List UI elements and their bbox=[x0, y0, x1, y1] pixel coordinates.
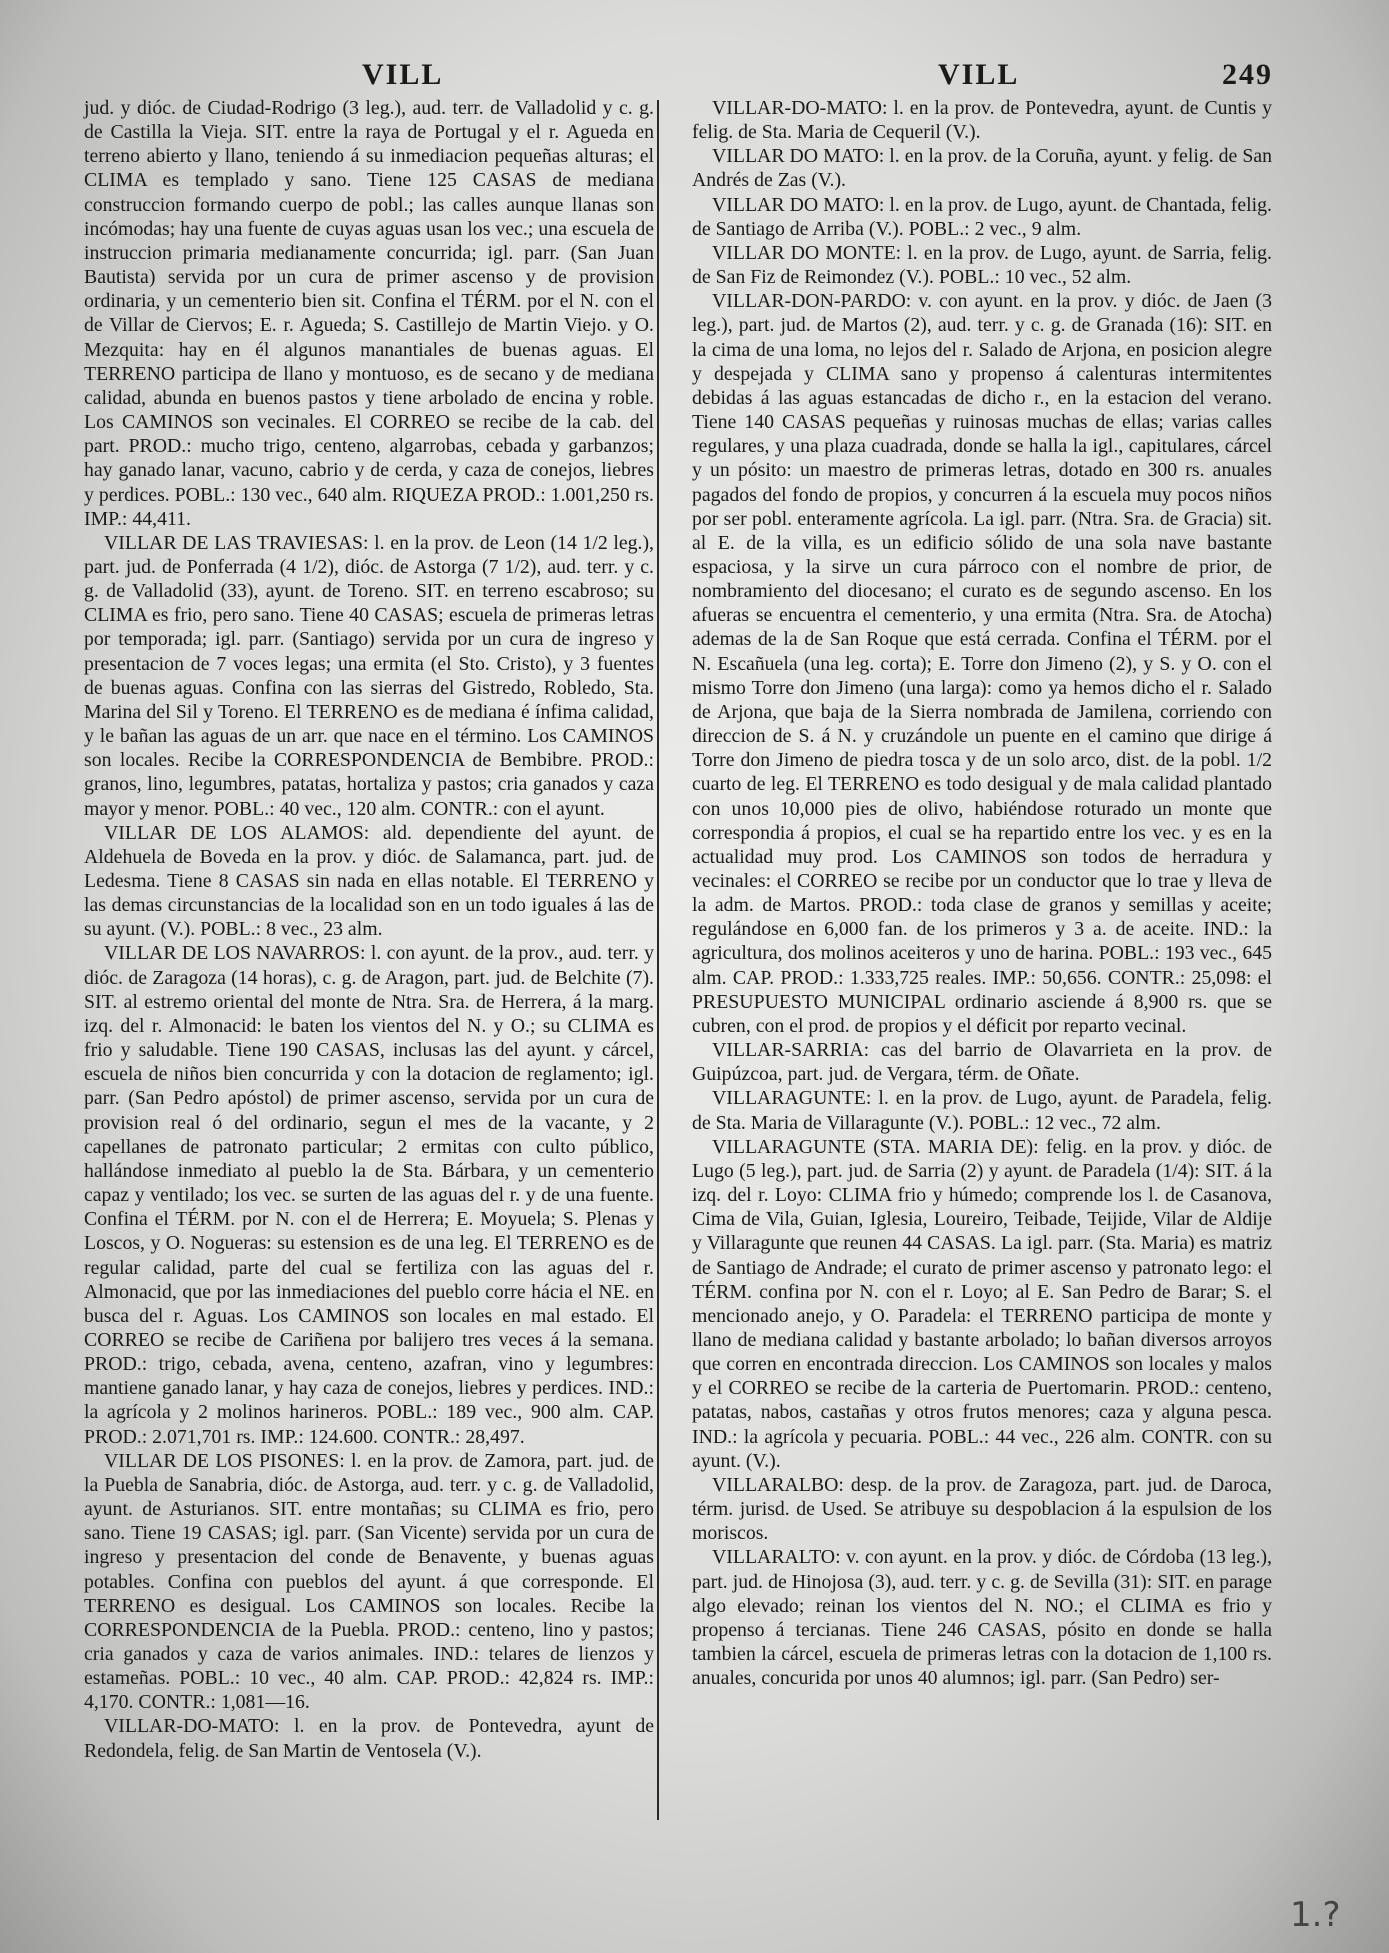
entry-villar-do-mato-chantada: VILLAR DO MATO: l. en la prov. de Lugo, ayunt. de Chantada, felig. de Santiago de Arriba (V.). POBL.: 2 vec., 9 alm. bbox=[692, 193, 1272, 240]
entry-villaralbo: VILLARALBO: desp. de la prov. de Zaragoza, part. jud. de Daroca, térm. jurisd. de Used. Se atribuye su despoblacion á la espulsion de los moriscos. bbox=[692, 1473, 1272, 1545]
entry-villar-de-las-traviesas: VILLAR DE LAS TRAVIESAS: l. en la prov. de Leon (14 1/2 leg.), part. jud. de Ponferrada (4 1/2), dióc. de Astorga (7 1/2), aud. terr. y c. g. de Valladolid (33), ayunt. de Toreno. SIT. en terreno escabroso; su CLIMA es frio, pero sano. Tiene 40 CASAS; escuela de primeras letras por temporada; igl. parr. (Santiago) servida por un cura de ingreso y presentacion de 7 voces legas; una ermita (el Sto. Cristo), y 3 fuentes de buenas aguas. Confina con las sierras del Gistredo, Robledo, Sta. Marina del Sil y Toreno. El TERRENO es de mediana é ínfima calidad, y le bañan las aguas de un arr. que nace en el término. Los CAMINOS son locales. Recibe la CORRESPONDENCIA de Bembibre. PROD.: granos, lino, legumbres, patatas, hortaliza y pastos; cria ganados y caza mayor y menor. POBL.: 40 vec., 120 alm. CONTR.: con el ayunt. bbox=[84, 531, 654, 820]
corner-handwritten-mark: 1.? bbox=[1290, 1895, 1341, 1935]
running-head-right: VILL bbox=[938, 58, 1020, 91]
entry-villaragunte: VILLARAGUNTE: l. en la prov. de Lugo, ayunt. de Paradela, felig. de Sta. Maria de Villaragunte (V.). POBL.: 12 vec., 72 alm. bbox=[692, 1087, 1272, 1134]
entry-villar-do-monte: VILLAR DO MONTE: l. en la prov. de Lugo, ayunt. de Sarria, felig. de San Fiz de Reimondez (V.). POBL.: 10 vec., 52 alm. bbox=[692, 241, 1272, 289]
entry-continuation: jud. y dióc. de Ciudad-Rodrigo (3 leg.), aud. terr. de Valladolid y c. g. de Castilla la Vieja. SIT. entre la raya de Portugal y el r. Agueda en terreno abierto y llano, teniendo á su inmediacion pequeñas alturas; el CLIMA es templado y sano. Tiene 125 CASAS de mediana construccion formando cuerpo de pobl.; las calles aunque llanas son incómodas; hay una fuente de cuyas aguas usan los vec.; una escuela de instruccion primaria medianamente concurrida; igl. parr. (San Juan Bautista) servida por un cura de primer ascenso y de provision ordinaria, y un cementerio bien sit. Confina el TÉRM. por el N. con el de Villar de Ciervos; E. r. Agueda; S. Castillejo de Martin Viejo. y O. Mezquita: hay en él algunos manantiales de buenas aguas. El TERRENO participa de llano y montuoso, es de secano y de mediana calidad, abunda en buenos pastos y tiene arbolado de encina y roble. Los CAMINOS son vecinales. El CORREO se recibe de la cab. del part. PROD.: mucho trigo, centeno, algarrobas, cebada y garbanzos; hay ganado lanar, vacuno, cabrio y de cerda, y caza de conejos, liebres y perdices. POBL.: 130 vec., 640 alm. RIQUEZA PROD.: 1.001,250 rs. IMP.: 44,411. bbox=[84, 97, 654, 530]
entry-villaragunte-sta-maria: VILLARAGUNTE (STA. MARIA DE): felig. en la prov. y dióc. de Lugo (5 leg.), part. jud. de Sarria (2) y ayunt. de Paradela (1/4): SIT. á la izq. del r. Loyo: CLIMA frio y húmedo; comprende los l. de Casanova, Cima de Vila, Guian, Iglesia, Loureiro, Teibade, Teijide, Vilar de Aldije y Villaragunte que reunen 44 CASAS. La igl. parr. (Sta. Maria) es matriz de Santiago de Andrade; el curato de primer ascenso y patronato lego: el TÉRM. confina por N. con el r. Loyo; al E. San Pedro de Barar; S. el mencionado anejo, y O. Paradela: el TERRENO participa de monte y llano de mediana calidad y bastante arbolado; lo bañan diversos arroyos que corren en encontrada direccion. Los CAMINOS son locales y malos y el CORREO se recibe de la carteria de Puertomarin. PROD.: centeno, patatas, nabos, castañas y otros frutos menores; caza y alguna pesca. IND.: la agrícola y pecuaria. POBL.: 44 vec., 226 alm. CONTR. con su ayunt. (V.). bbox=[692, 1135, 1272, 1472]
entry-villar-don-pardo: VILLAR-DON-PARDO: v. con ayunt. en la prov. y dióc. de Jaen (3 leg.), part. jud. de Martos (2), aud. terr. y c. g. de Granada (16): SIT. en la cima de una loma, no lejos del r. Salado de Arjona, en posicion alegre y despejada y CLIMA sano y propenso á calenturas intermitentes debidas á las aguas estancadas de dicho r., en la estacion del verano. Tiene 140 CASAS pequeñas y ruinosas muchas de ellas; varias calles regulares, y una plaza cuadrada, donde se halla la igl., capitulares, cárcel y un pósito: un maestro de primeras letras, dotado en 300 rs. anuales pagados del fondo de propios, y concurren á la escuela muy pocos niños por ser pobl. enteramente agrícola. La igl. parr. (Ntra. Sra. de Gracia) sit. al E. de la villa, es un edificio sólido de una sola nave bastante espaciosa, y la sirve un cura párroco con el nombre de prior, de nombramiento del diocesano; el curato es de segundo ascenso. En los afueras se encuentra el cementerio, y una ermita (Ntra. Sra. de Atocha) ademas de la de San Roque que está cerrada. Confina el TÉRM. por el N. Escañuela (una leg. corta); E. Torre don Jimeno (2), y S. y O. con el mismo Torre don Jimeno (una larga): como ya hemos dicho el r. Salado de Arjona, que baja de la Sierra nombrada de Jamilena, corriendo con direccion de S. á N. y cruzándole un puente en el camino que dirige á Torre don Jimeno de piedra tosca y de un solo arco, dist. de la pobl. 1/2 cuarto de leg. El TERRENO es todo desigual y de mala calidad plantado con unos 10,000 pies de olivo, habiéndose roturado un monte que correspondia á propios, el cual se ha repartido entre los vec. y es en la actualidad muy prod. Los CAMINOS son todos de herradura y vecinales: el CORREO se recibe por un conductor que lo trae y lleva de la adm. de Martos. PROD.: toda clase de granos y semillas y aceite; regulándose en 6,000 fan. de los primeros y 3 a. de aceite. IND.: la agricultura, dos molinos aceiteros y uno de harina. POBL.: 193 vec., 645 alm. CAP. PROD.: 1.333,725 reales. IMP.: 50,656. CONTR.: 25,098: el PRESUPUESTO MUNICIPAL ordinario asciende á 8,900 rs. que se cubren, con el prod. de propios y el déficit por reparto vecinal. bbox=[692, 290, 1272, 1037]
entry-villaralto: VILLARALTO: v. con ayunt. en la prov. y dióc. de Córdoba (13 leg.), part. jud. de Hinojosa (3), aud. terr. y c. g. de Sevilla (31): SIT. en parage algo elevado; reinan los vientos del N. NO.; el CLIMA es frio y propenso á tercianas. Tiene 246 CASAS, pósito en donde se halla tambien la cárcel, escuela de primeras letras con la dotacion de 1,100 rs. anuales, concurida por unos 40 alumnos; igl. parr. (San Pedro) ser- bbox=[692, 1546, 1272, 1690]
entry-villar-do-mato-redondela: VILLAR-DO-MATO: l. en la prov. de Pontevedra, ayunt de Redondela, felig. de San Martin de Ventosela (V.). bbox=[84, 1715, 654, 1762]
left-column bbox=[84, 96, 654, 1763]
entry-villar-de-los-alamos: VILLAR DE LOS ALAMOS: ald. dependiente del ayunt. de Aldehuela de Boveda en la prov. y dióc. de Salamanca, part. jud. de Ledesma. Tiene 8 CASAS sin nada en ellas notable. El TERRENO y las demas circunstancias de la localidad son en un todo iguales á las de su ayunt. (V.). POBL.: 8 vec., 23 alm. bbox=[84, 821, 654, 941]
column-divider bbox=[657, 100, 659, 1820]
entry-villar-do-mato-cuntis: VILLAR-DO-MATO: l. en la prov. de Pontevedra, ayunt. de Cuntis y felig. de Sta. Maria de Cequeril (V.). bbox=[692, 97, 1272, 144]
entry-villar-de-los-pisones: VILLAR DE LOS PISONES: l. en la prov. de Zamora, part. jud. de la Puebla de Sanabria, dióc. de Astorga, aud. terr. y c. g. de Valladolid, ayunt. de Asturianos. SIT. entre montañas; su CLIMA es frio, pero sano. Tiene 19 CASAS; igl. parr. (San Vicente) servida por un cura de ingreso y presentacion del conde de Benavente, y buenas aguas potables. Confina con pueblos del ayunt. á que corresponde. El TERRENO es desigual. Los CAMINOS son locales. Recibe la CORRESPONDENCIA de la Puebla. PROD.: centeno, lino y pastos; cria ganados y caza de varios animales. IND.: telares de lienzos y estameñas. POBL.: 10 vec., 40 alm. CAP. PROD.: 42,824 rs. IMP.: 4,170. CONTR.: 1,081—16. bbox=[84, 1449, 654, 1714]
entry-villar-sarria: VILLAR-SARRIA: cas del barrio de Olavarrieta en la prov. de Guipúzcoa, part. jud. de Vergara, térm. de Oñate. bbox=[692, 1039, 1272, 1086]
entry-villar-de-los-navarros: VILLAR DE LOS NAVARROS: l. con ayunt. de la prov., aud. terr. y dióc. de Zaragoza (14 horas), c. g. de Aragon, part. jud. de Belchite (7). SIT. al estremo oriental del monte de Ntra. Sra. de Herrera, á la marg. izq. del r. Almonacid: le baten los vientos del N. y O.; su CLIMA es frio y saludable. Tiene 190 CASAS, inclusas las del ayunt. y cárcel, escuela de niños bien concurrida y con la dotacion de reglamento; igl. parr. (San Pedro apóstol) de primer ascenso, servida por un cura de provision real ó del ordinario, segun el mes de la vacante, y 2 capellanes de patronato particular; 2 ermitas con culto público, hallándose inmediato al pueblo la de Sta. Bárbara, y un cementerio capaz y ventilado; los vec. se surten de las aguas del r. y de una fuente. Confina el TÉRM. por N. con el de Herrera; E. Moyuela; S. Plenas y Loscos, y O. Nogueras: su estension es de una leg. El TERRENO es de regular calidad, parte del cual se fertiliza con las aguas del r. Almonacid, que por las inmediaciones del pueblo corre hácia el NE. en busca del r. Aguas. Los CAMINOS son locales en mal estado. El CORREO se recibe de Cariñena por balijero tres veces á la semana. PROD.: trigo, cebada, avena, centeno, azafran, vino y legumbres: mantiene ganado lanar, y hay caza de conejos, liebres y perdices. IND.: la agrícola y 2 molinos harineros. POBL.: 189 vec., 900 alm. CAP. PROD.: 2.071,701 rs. IMP.: 124.600. CONTR.: 28,497. bbox=[84, 942, 654, 1448]
entry-villar-do-mato-zas: VILLAR DO MATO: l. en la prov. de la Coruña, ayunt. y felig. de San Andrés de Zas (V.). bbox=[692, 145, 1272, 192]
page-number: 249 bbox=[1222, 58, 1273, 91]
right-column bbox=[692, 96, 1272, 1690]
running-head-left: VILL bbox=[362, 58, 444, 91]
